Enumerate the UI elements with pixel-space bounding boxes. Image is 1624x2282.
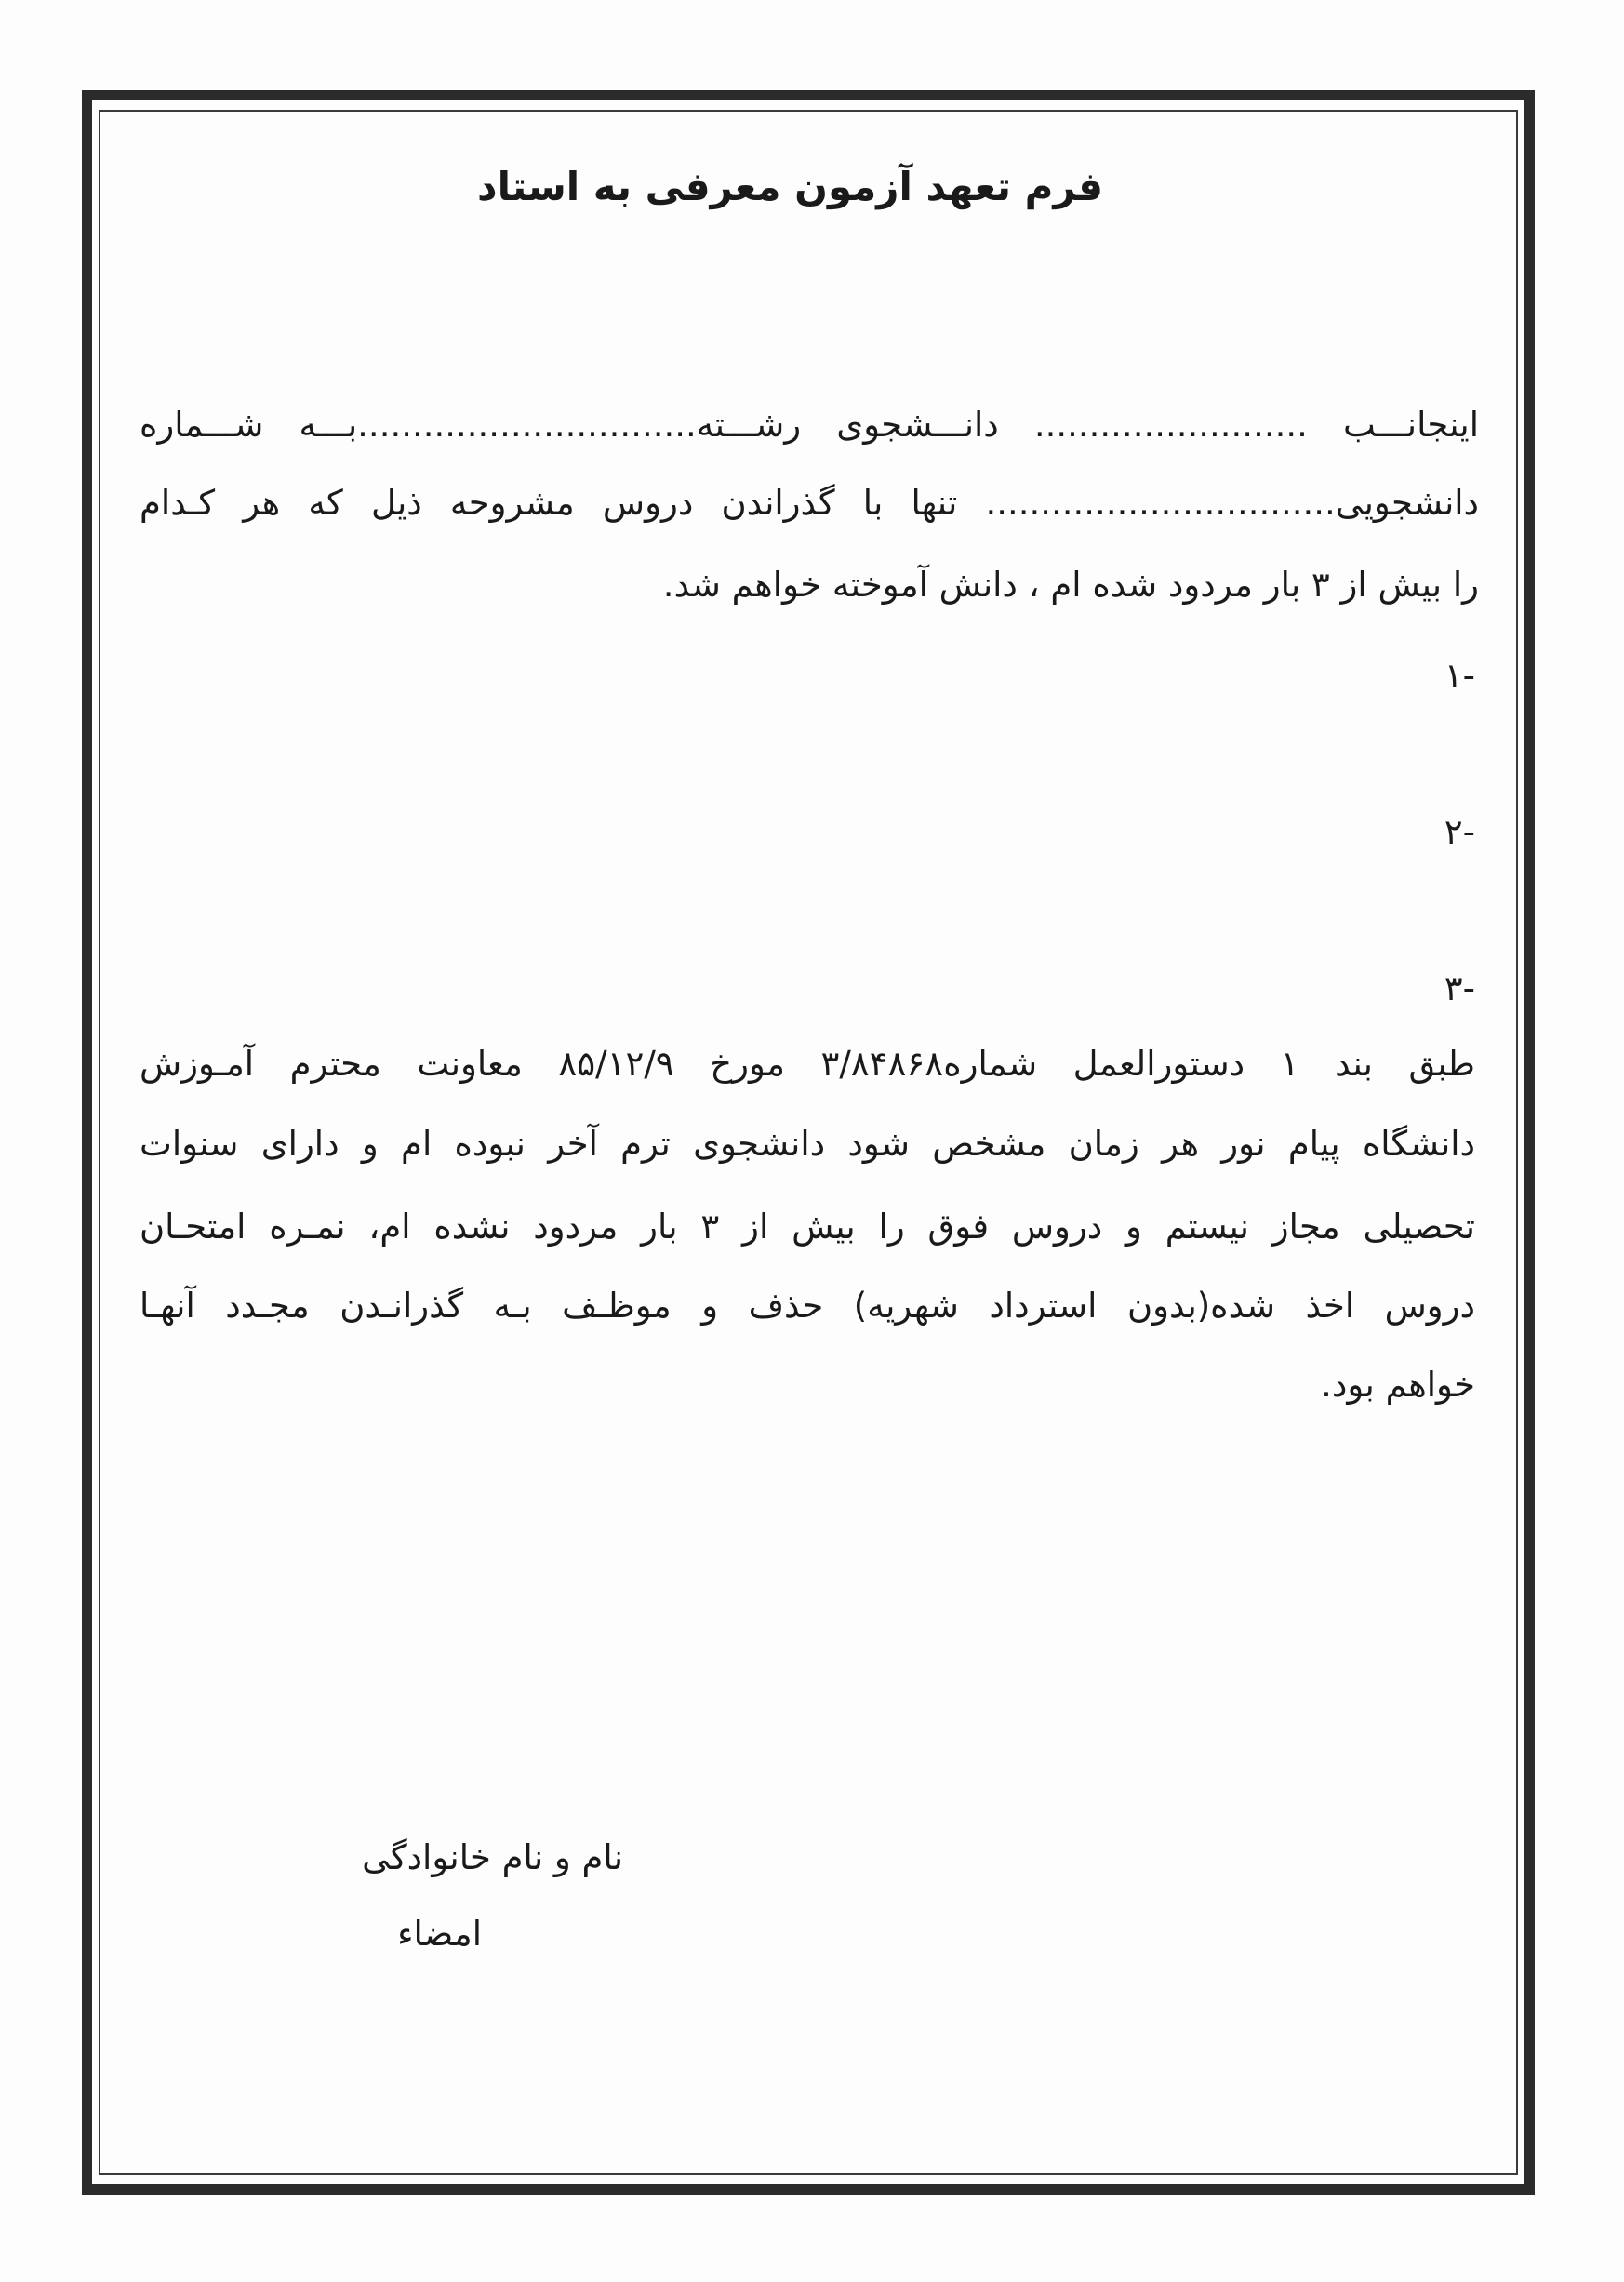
intro-line-2: دانشجویی................................ تنها با گذراندن دروس مشروحه ذیل که هر کـدام xyxy=(140,483,1479,523)
signature-sign-label: امضاء xyxy=(397,1914,482,1954)
intro-line-3: را بیش از ۳ بار مردود شده ام ، دانش آموخته خواهم شد. xyxy=(662,565,1479,605)
clause-line-3: تحصیلی مجاز نیستم و دروس فوق را بیش از ۳ بار مردود نشده ام، نمـره امتحـان xyxy=(140,1207,1475,1247)
clause-line-5: خواهم بود. xyxy=(1321,1365,1475,1405)
blank-item-3: -۳ xyxy=(1444,968,1475,1008)
intro-line-1: اینجانـــب ......................... دانـــشجوی رشـــته...............................بـــه شـــماره xyxy=(140,405,1479,445)
clause-line-2: دانشگاه پیام نور هر زمان مشخص شود دانشجوی ترم آخر نبوده ام و دارای سنوات xyxy=(140,1124,1475,1164)
clause-line-1: طبق بند ۱ دستورالعمل شماره۳/۸۴۸۶۸ مورخ ۸۵/۱۲/۹ معاونت محترم آمـوزش xyxy=(140,1044,1475,1084)
signature-name-label: نام و نام خانوادگی xyxy=(362,1837,623,1877)
blank-item-2: -۲ xyxy=(1444,812,1475,852)
clause-line-4: دروس اخذ شده(بدون استرداد شهریه) حذف و موظـف بـه گذرانـدن مجـدد آنهـا xyxy=(140,1286,1475,1326)
blank-item-1: -۱ xyxy=(1444,656,1475,696)
form-title: فرم تعهد آزمون معرفی به استاد xyxy=(477,164,1103,209)
